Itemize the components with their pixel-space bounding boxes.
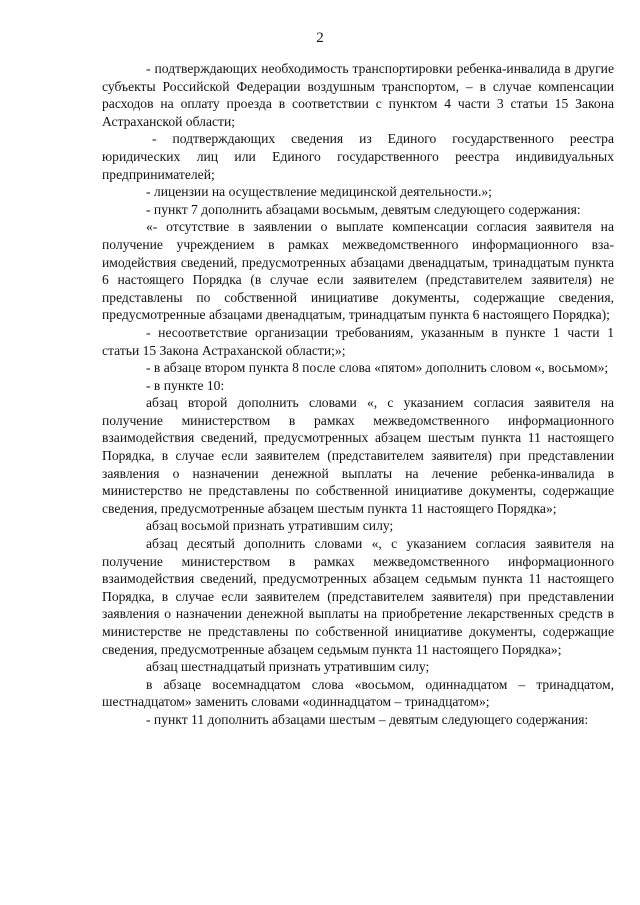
paragraph: - лицензии на осуществление медицинской деятельности.»; <box>146 184 492 200</box>
paragraph: абзац десятый дополнить словами «, с указанием согласия заявителя на получение министерством в рамках межведомственного информационного взаимодействия сведений, предусмотренных абзацем седьмым пункта 11 настоящего Порядка, в случае если заявителем (представителем заявителя) при представлении заявления о назначении денежной выплаты на приобретение лекарственных средств в министерстве не представлены по собственной инициативе документы, содержащие сведения, предусмотренные абзацем седьмым пункта 11 настоящего Порядка»; <box>102 536 614 657</box>
page-number: 2 <box>316 30 324 46</box>
paragraph: абзац шестнадцатый признать утратившим силу; <box>146 659 430 675</box>
paragraph: в абзаце восемнадцатом слова «восьмом, одиннадцатом – тринадцатом, шестнадцатом» заменить словами «одиннадцатом – тринадцатом»; <box>102 676 614 710</box>
paragraph: - пункт 11 дополнить абзацами шестым – девятым следующего содержания: <box>146 711 589 727</box>
paragraph: - пункт 7 дополнить абзацами восьмым, девятым следующего содержания: <box>146 201 581 217</box>
paragraph: абзац второй дополнить словами «, с указанием согласия заявителя на получение министерством в рамках межведомственного информационного взаимодействия сведений, предусмотренных абзацем шестым пункта 11 настоящего Порядка, в случае если заявителем (представителем заявителя) при представлении заявления о назначении денежной выплаты на лечение ребенка-инвалида в министерство не представлены по собственной инициативе документы, содержащие сведения, предусмотренные абзацем шестым пункта 11 настоящего Порядка»; <box>102 395 614 516</box>
paragraph: - в абзаце втором пункта 8 после слова «пятом» дополнить словом «, восьмом»; <box>146 360 609 376</box>
paragraph: - подтверждающих сведения из Единого государственного реестра юридических лиц или Единого государственного реестра индивидуальных предпринимателей; <box>102 131 614 182</box>
paragraph: - несоответствие организации требованиям, указанным в пункте 1 части 1 статьи 15 Закона Астраханской области;»; <box>102 324 614 358</box>
paragraph: - в пункте 10: <box>146 377 225 393</box>
paragraph: абзац восьмой признать утратившим силу; <box>146 518 394 534</box>
document-body <box>102 60 614 729</box>
paragraph: «- отсутствие в заявлении о выплате компенсации согласия заявителя на получение учреждением в рамках межведомственного информационного взаимодействия сведений, предусмотренных абзацами двенадцатым, тринадцатым пункта 6 настоящего Порядка (в случае если заявителем (представителем заявителя) не представлены по собственной инициативе документы, содержащие сведения, предусмотренные абзацами двенадцатым, тринадцатым пункта 6 настоящего Порядка); <box>102 219 614 323</box>
paragraph: - подтверждающих необходимость транспортировки ребенка-инвалида в другие субъекты Российской Федерации воздушным транспортом, – в случае компенсации расходов на оплату проезда в соответствии с пунктом 4 части 3 статьи 15 Закона Астраханской области; <box>102 61 614 129</box>
